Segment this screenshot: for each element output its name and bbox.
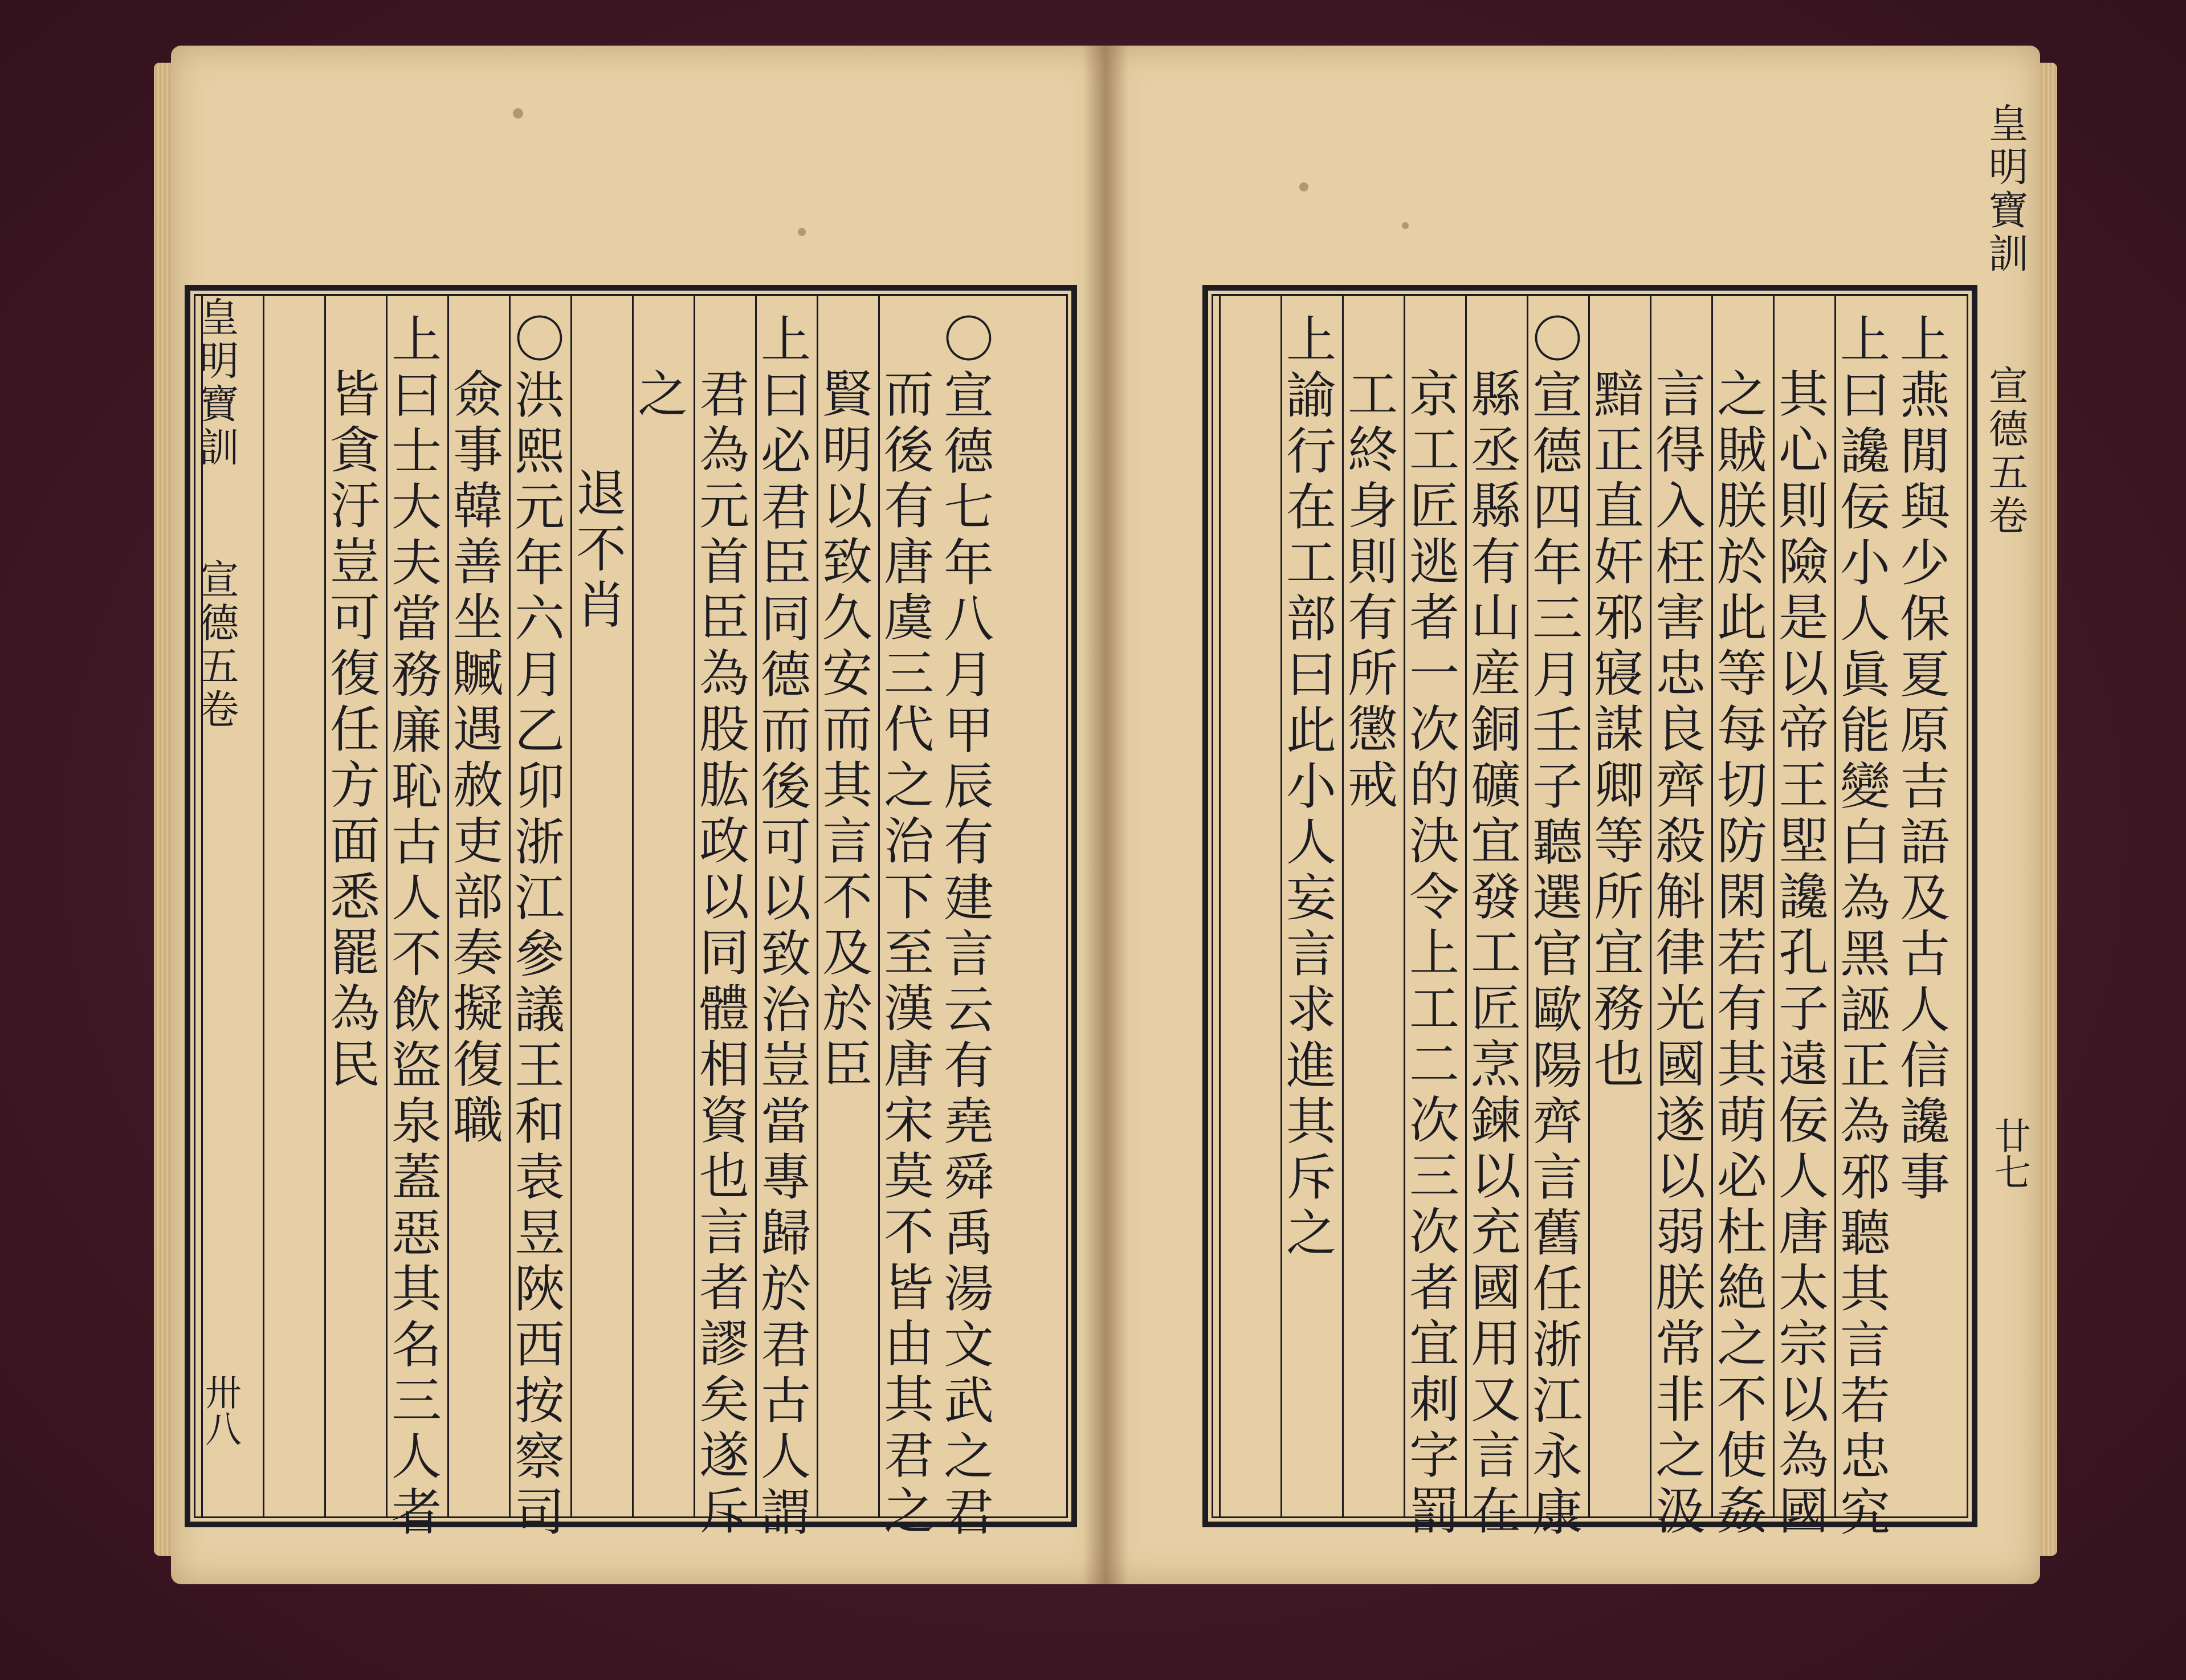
- paper-stain: [513, 108, 523, 119]
- right-folio: 廿七: [1988, 1117, 2030, 1190]
- column-text: 〇洪熙元年六月乙卯浙江參議王和袁昱陜西按察司: [507, 313, 565, 1542]
- right-margin-section: 宣德五卷: [1982, 365, 2029, 538]
- text-column: [691, 296, 752, 1540]
- text-column: [1892, 296, 1953, 1516]
- text-column: [447, 296, 506, 1516]
- paper-stain: [1299, 182, 1308, 191]
- column-text: 黯正直奸邪寢謀卿等所宜務也: [1586, 368, 1645, 1094]
- text-column: [632, 296, 691, 1516]
- text-column: [814, 296, 875, 1516]
- right-page: [1106, 46, 2040, 1584]
- column-text: 工終身則有所懲戒: [1340, 368, 1398, 814]
- text-column-blank: [1219, 296, 1278, 1516]
- text-column: [1342, 296, 1401, 1516]
- column-text: 〇宣德七年八月甲辰有建言云有堯舜禹湯文武之君: [936, 313, 994, 1542]
- book-gutter: [1083, 46, 1128, 1584]
- text-column: [570, 296, 629, 1516]
- text-column: [1771, 296, 1832, 1540]
- right-margin-title: 皇明寶訓: [1982, 103, 2029, 276]
- paper-stain: [798, 228, 806, 236]
- left-margin-title: 皇明寶訓: [193, 296, 239, 470]
- column-text: 京工匠逃者一次的決令上工二次三次者宜刺字罰: [1401, 368, 1460, 1540]
- text-column: [1463, 296, 1524, 1540]
- open-book: [171, 46, 2040, 1584]
- column-text: 君為元首臣為股肱政以同體相資也言者謬矣遂斥: [691, 368, 750, 1540]
- text-column: [1524, 296, 1585, 1542]
- column-text: 退不肖: [568, 467, 627, 634]
- text-column: [1832, 296, 1893, 1542]
- text-column: [1588, 296, 1647, 1516]
- text-column: [876, 296, 937, 1540]
- column-text: 皆貪汙豈可復任方面悉罷為民: [322, 368, 381, 1094]
- column-text: 之賊朕於此等每切防閑若有其萌必杜絶之不使姦: [1709, 368, 1768, 1540]
- text-column: [384, 296, 444, 1542]
- column-text: 上曰讒佞小人眞能變白為黑誣正為邪聽其言若忠究: [1832, 313, 1891, 1542]
- column-text: 賢明以致久安而其言不及於臣: [814, 368, 873, 1094]
- text-column: [507, 296, 568, 1542]
- left-folio: 卅八: [199, 1373, 241, 1446]
- text-column: [1709, 296, 1770, 1540]
- left-margin-section: 宣德五卷: [193, 558, 239, 732]
- left-text-frame: [185, 285, 1077, 1542]
- text-column-blank: [263, 296, 321, 1516]
- text-column-blank: [201, 296, 260, 1516]
- column-text: 上諭行在工部曰此小人妄言求進其斥之: [1278, 313, 1337, 1262]
- text-column: [753, 296, 814, 1542]
- text-column: [324, 296, 383, 1516]
- column-text: 〇宣德四年三月壬子聽選官歐陽齊言舊任浙江永康: [1524, 313, 1583, 1542]
- right-inner-border: [1212, 294, 1968, 1542]
- column-text: 縣丞縣有山産銅礦宜發工匠烹鍊以充國用又言在: [1463, 368, 1522, 1540]
- column-text: 其心則險是以帝王堲讒孔子遠佞人唐太宗以為國: [1771, 368, 1829, 1540]
- column-text: 上燕閒與少保夏原吉語及古人信讒事: [1892, 313, 1951, 1206]
- column-text: 上曰必君臣同德而後可以致治豈當專歸於君古人謂: [753, 313, 811, 1542]
- text-column: [1401, 296, 1462, 1540]
- column-text: 上曰士大夫當務廉恥古人不飲盜泉蓋惡其名三人者: [384, 313, 442, 1542]
- left-inner-border: [194, 294, 1068, 1542]
- text-column: [936, 296, 997, 1542]
- column-text: 而後有唐虞三代之治下至漢唐宋莫不皆由其君之: [876, 368, 935, 1540]
- column-text: 之: [630, 368, 688, 423]
- text-column: [1647, 296, 1708, 1540]
- paper-stain: [1402, 222, 1409, 229]
- left-page: [171, 46, 1106, 1584]
- text-column: [1280, 296, 1339, 1516]
- right-text-frame: [1202, 285, 1977, 1542]
- column-text: 言得入枉害忠良齊殺斛律光國遂以弱朕常非之汲: [1647, 368, 1706, 1540]
- column-text: 僉事韓善坐贓遇赦吏部奏擬復職: [445, 368, 504, 1149]
